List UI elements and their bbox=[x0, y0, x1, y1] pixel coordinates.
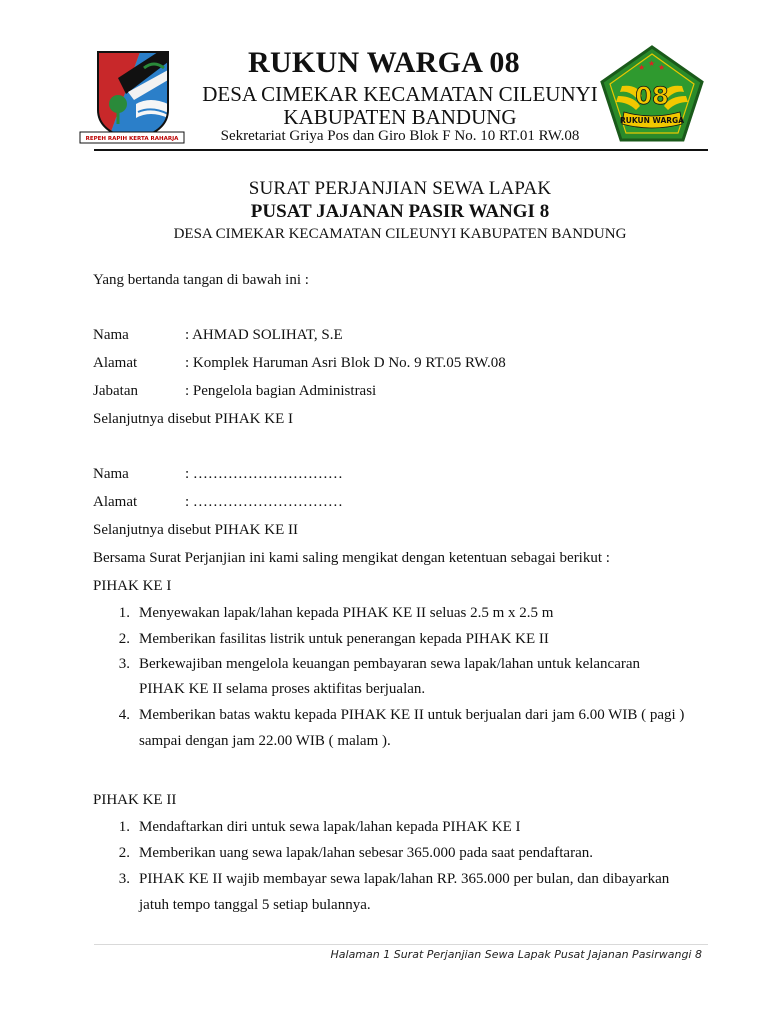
party2-name-label: Nama bbox=[93, 466, 129, 482]
list-item-text: Menyewakan lapak/lahan kepada PIHAK KE II seluas 2.5 m x 2.5 m bbox=[139, 605, 554, 621]
list-item-number: 3. bbox=[118, 871, 130, 887]
letterhead-regency: KABUPATEN BANDUNG bbox=[283, 105, 517, 129]
list-item-number: 2. bbox=[118, 631, 130, 647]
party1-designation: Selanjutnya disebut PIHAK KE I bbox=[93, 411, 293, 427]
party1-name-label: Nama bbox=[93, 327, 129, 343]
document-title: SURAT PERJANJIAN SEWA LAPAK bbox=[248, 178, 552, 199]
party2-address-label: Alamat bbox=[93, 494, 138, 510]
list-item-number: 4. bbox=[118, 707, 130, 723]
party2-name-value: : ………………………… bbox=[185, 466, 343, 482]
intro-text: Yang bertanda tangan di bawah ini : bbox=[93, 272, 309, 288]
svg-text:★: ★ bbox=[638, 63, 646, 72]
letterhead-divider bbox=[94, 149, 708, 151]
list-item-number: 3. bbox=[118, 656, 130, 672]
party1-position-value: : Pengelola bagian Administrasi bbox=[185, 383, 377, 399]
list-item-number: 1. bbox=[118, 819, 130, 835]
party1-address-label: Alamat bbox=[93, 355, 138, 371]
list-item-text-continued: PIHAK KE II selama proses aktifitas berjualan. bbox=[139, 681, 426, 697]
document-location: DESA CIMEKAR KECAMATAN CILEUNYI KABUPATEN BANDUNG bbox=[173, 226, 627, 242]
list-item-text-continued: jatuh tempo tanggal 5 setiap bulannya. bbox=[139, 897, 371, 913]
list-item-text-continued: sampai dengan jam 22.00 WIB ( malam ). bbox=[139, 733, 391, 749]
svg-text:★: ★ bbox=[648, 59, 656, 68]
section2-heading: PIHAK KE II bbox=[93, 792, 177, 808]
list-item-number: 2. bbox=[118, 845, 130, 861]
badge-ribbon-text: RUKUN WARGA bbox=[620, 116, 684, 125]
list-item-text: Berkewajiban mengelola keuangan pembayaran sewa lapak/lahan untuk kelancaran bbox=[139, 656, 641, 672]
party1-name-value: : AHMAD SOLIHAT, S.E bbox=[185, 327, 343, 343]
party2-designation: Selanjutnya disebut PIHAK KE II bbox=[93, 522, 298, 538]
svg-text:★: ★ bbox=[658, 63, 666, 72]
list-item-text: PIHAK KE II wajib membayar sewa lapak/lahan RP. 365.000 per bulan, dan dibayarkan bbox=[139, 871, 670, 887]
letterhead-village: DESA CIMEKAR KECAMATAN CILEUNYI bbox=[202, 82, 598, 106]
letterhead-title: RUKUN WARGA 08 bbox=[247, 46, 520, 79]
list-item-text: Mendaftarkan diri untuk sewa lapak/lahan kepada PIHAK KE I bbox=[139, 819, 521, 835]
party1-address-value: : Komplek Haruman Asri Blok D No. 9 RT.05 RW.08 bbox=[185, 355, 506, 371]
document-subtitle: PUSAT JAJANAN PASIR WANGI 8 bbox=[250, 201, 550, 222]
footer-divider bbox=[94, 944, 708, 945]
list-item-number: 1. bbox=[118, 605, 130, 621]
agreement-intro: Bersama Surat Perjanjian ini kami saling mengikat dengan ketentuan sebagai berikut : bbox=[93, 550, 610, 566]
crest-motto: REPEH RAPIH KERTA RAHARJA bbox=[85, 136, 179, 142]
letterhead-address: Sekretariat Griya Pos dan Giro Blok F No. 10 RT.01 RW.08 bbox=[220, 128, 580, 144]
list-item-text: Memberikan fasilitas listrik untuk penerangan kepada PIHAK KE II bbox=[139, 631, 549, 647]
badge-number: 08 bbox=[635, 82, 669, 110]
list-item-text: Memberikan batas waktu kepada PIHAK KE II untuk berjualan dari jam 6.00 WIB ( pagi ) bbox=[139, 707, 685, 723]
party2-address-value: : ………………………… bbox=[185, 494, 343, 510]
party1-position-label: Jabatan bbox=[93, 383, 138, 399]
section1-heading: PIHAK KE I bbox=[93, 578, 172, 594]
page-footer: Halaman 1 Surat Perjanjian Sewa Lapak Pusat Jajanan Pasirwangi 8 bbox=[330, 948, 702, 961]
list-item-text: Memberikan uang sewa lapak/lahan sebesar 365.000 pada saat pendaftaran. bbox=[139, 845, 593, 861]
